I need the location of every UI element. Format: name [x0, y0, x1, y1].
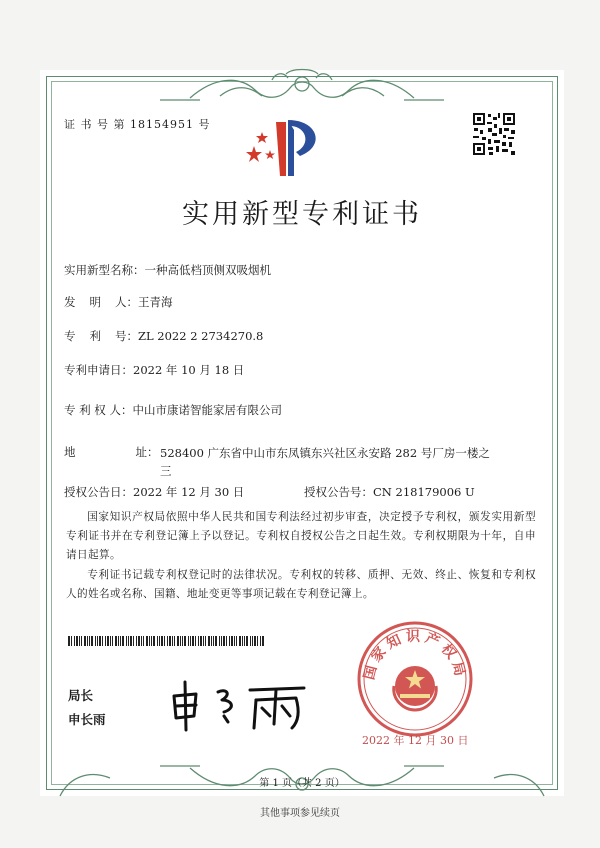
inventor-label-part2: 明 — [89, 295, 115, 309]
grant-date-row — [64, 484, 244, 500]
address-label-part1: 地 — [64, 445, 136, 459]
official-seal-icon — [356, 620, 474, 738]
address-value: 528400 广东省中山市东凤镇东兴社区永安路 282 号厂房一楼之三 — [160, 446, 490, 478]
patent-number-label-part2: 利 — [89, 329, 115, 343]
seal-date: 2022 年 12 月 30 日 — [362, 734, 469, 747]
certificate-title: 实用新型专利证书 — [182, 199, 422, 230]
filing-date-row — [64, 362, 244, 378]
qr-code-icon — [472, 112, 516, 156]
address-row — [64, 444, 490, 478]
legal-paragraph-2: 专利证书记载专利权登记时的法律状况。专利权的转移、质押、无效、终止、恢复和专利权人的姓名或名称、国籍、地址变更等事项记载在专利登记簿上。 — [66, 569, 536, 600]
utility-model-name-label: 实用新型名称： — [64, 263, 145, 277]
filing-date-label: 专利申请日： — [64, 363, 133, 377]
certificate-page — [40, 70, 564, 796]
grant-number-label: 授权公告号： — [304, 485, 373, 499]
patent-number-value: ZL 2022 2 2734270.8 — [138, 329, 264, 343]
patentee-row — [64, 402, 282, 418]
grant-date-label: 授权公告日： — [64, 485, 133, 499]
grant-date-value: 2022 年 12 月 30 日 — [133, 485, 245, 499]
director-name: 申长雨 — [68, 712, 106, 727]
page-number: 第 1 页（共 2 页） — [259, 778, 345, 789]
filing-date-value: 2022 年 10 月 18 日 — [133, 363, 245, 377]
utility-model-name-row — [64, 262, 271, 278]
address-label-part2: 址： — [135, 445, 159, 459]
inventor-value: 王青海 — [138, 295, 173, 309]
patent-number-label-part3: 号： — [115, 329, 138, 343]
patent-number-label-part1: 专 — [64, 329, 90, 343]
seal-text: 国家知识产权局 — [361, 628, 469, 682]
utility-model-name-value: 一种高低档顶侧双吸烟机 — [144, 263, 271, 277]
certificate-number: 证 书 号 第 18154951 号 — [64, 118, 211, 131]
top-ornament — [40, 66, 564, 110]
handwritten-signature-icon — [166, 678, 314, 734]
barcode-icon — [68, 636, 264, 646]
inventor-label-part1: 发 — [64, 295, 90, 309]
inventor-label-part3: 人： — [115, 295, 138, 309]
legal-paragraph-1: 国家知识产权局依照中华人民共和国专利法经过初步审查，决定授予专利权，颁发实用新型专利证书并在专利登记簿上予以登记。专利权自授权公告之日起生效。专利权期限为十年，自申请日起算。 — [66, 511, 536, 561]
continuation-note: 其他事项参见续页 — [260, 808, 340, 819]
director-title: 局长 — [68, 688, 94, 703]
patentee-label: 专 利 权 人： — [64, 403, 133, 417]
patent-number-row — [64, 328, 263, 344]
patentee-value: 中山市康诺智能家居有限公司 — [132, 403, 282, 417]
grant-number-row — [304, 484, 475, 500]
inventor-row — [64, 294, 173, 310]
cnipa-emblem-icon — [240, 110, 336, 182]
grant-number-value: CN 218179006 U — [373, 485, 475, 499]
